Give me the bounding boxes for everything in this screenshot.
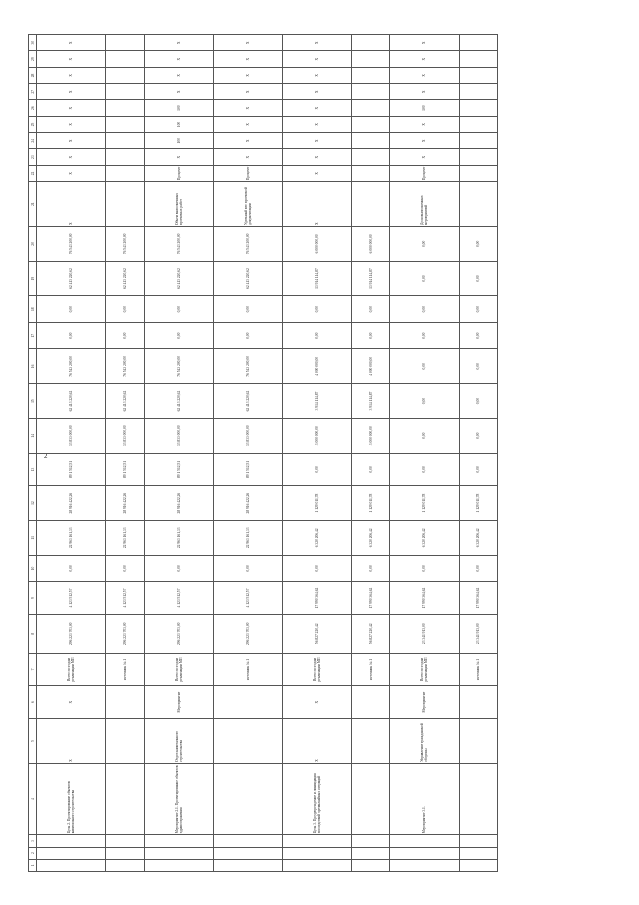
column-number-22: 22 — [29, 165, 37, 181]
column-number-7: 7 — [29, 653, 37, 686]
cell-col-2 — [106, 847, 144, 859]
cell-col-26 — [459, 100, 497, 116]
cell-col-18: 0,00 — [282, 296, 351, 323]
cell-col-11: 22 963 161,33 — [144, 520, 213, 555]
cell-col-1 — [351, 859, 389, 871]
cell-col-30: X — [282, 35, 351, 52]
cell-col-19: 13 914 114,87 — [282, 261, 351, 296]
cell-col-3 — [37, 835, 106, 847]
column-number-14: 14 — [29, 418, 37, 453]
table-row — [106, 35, 144, 872]
cell-col-12: 28 916 422,26 — [106, 486, 144, 521]
cell-col-21: X — [282, 182, 351, 227]
cell-col-29 — [351, 51, 389, 67]
cell-col-10: 0,00 — [390, 555, 459, 582]
cell-col-22: Процент — [144, 165, 213, 181]
cell-col-26: X — [37, 100, 106, 116]
cell-col-14: 33 833 000,00 — [213, 418, 282, 453]
cell-col-11: 6 320 206,42 — [459, 520, 497, 555]
cell-col-11: 6 320 206,42 — [351, 520, 389, 555]
cell-col-23: X — [37, 149, 106, 165]
column-number-20: 20 — [29, 227, 37, 262]
column-number-24: 24 — [29, 133, 37, 149]
cell-col-21: Доля выполненных мероприятий — [390, 182, 459, 227]
cell-col-6: Мероприятие — [390, 686, 459, 719]
cell-col-24: X — [282, 133, 351, 149]
cell-col-3 — [144, 835, 213, 847]
cell-col-1 — [37, 859, 106, 871]
column-number-6: 6 — [29, 686, 37, 719]
cell-col-6 — [459, 686, 497, 719]
cell-col-7: Всего по годам реализации МП — [282, 653, 351, 686]
cell-col-12: 28 916 422,26 — [213, 486, 282, 521]
cell-col-2 — [37, 847, 106, 859]
cell-col-22 — [351, 165, 389, 181]
cell-col-4: Цель 2. Проектирование объектов капитального строительства — [37, 763, 106, 834]
cell-col-27 — [351, 84, 389, 100]
cell-col-16: 76 543 200,00 — [213, 349, 282, 384]
cell-col-11: 22 963 161,33 — [37, 520, 106, 555]
cell-col-21 — [106, 182, 144, 227]
cell-col-17: 0,00 — [144, 322, 213, 349]
cell-col-2 — [390, 847, 459, 859]
cell-col-4: Мероприятие 3.1. — [390, 763, 459, 834]
cell-col-24: X — [37, 133, 106, 149]
cell-col-27 — [106, 84, 144, 100]
cell-col-5: X — [282, 718, 351, 763]
cell-col-3 — [459, 835, 497, 847]
cell-col-5: Отдел капитального строительства — [144, 718, 213, 763]
column-number-5: 5 — [29, 718, 37, 763]
cell-col-26: 100 — [144, 100, 213, 116]
cell-col-5: X — [37, 718, 106, 763]
cell-col-30 — [106, 35, 144, 52]
cell-col-19: 62 413 220,62 — [37, 261, 106, 296]
cell-col-11: 22 963 161,33 — [213, 520, 282, 555]
cell-col-23 — [459, 149, 497, 165]
cell-col-28: X — [213, 67, 282, 83]
cell-col-18: 0,00 — [144, 296, 213, 323]
cell-col-3 — [106, 835, 144, 847]
cell-col-19: 62 413 220,62 — [213, 261, 282, 296]
cell-col-12: 28 916 422,26 — [144, 486, 213, 521]
cell-col-22 — [459, 165, 497, 181]
column-number-row — [29, 35, 37, 872]
cell-col-25: X — [282, 116, 351, 132]
cell-col-26 — [106, 100, 144, 116]
cell-col-27: X — [390, 84, 459, 100]
cell-col-29 — [106, 51, 144, 67]
column-number-10: 10 — [29, 555, 37, 582]
cell-col-19: 0,00 — [459, 261, 497, 296]
cell-col-8: 296 223 703,00 — [144, 614, 213, 653]
cell-col-30: X — [390, 35, 459, 52]
cell-col-26 — [351, 100, 389, 116]
table-row — [459, 35, 497, 872]
cell-col-26: X — [213, 100, 282, 116]
cell-col-3 — [390, 835, 459, 847]
cell-col-8: 56 827 220,42 — [282, 614, 351, 653]
cell-col-30 — [459, 35, 497, 52]
column-number-23: 23 — [29, 149, 37, 165]
cell-col-21: Удельный вес проектной документации — [213, 182, 282, 227]
cell-col-8: 23 341 913,00 — [390, 614, 459, 653]
cell-col-15: 3 914 114,87 — [282, 384, 351, 419]
column-number-16: 16 — [29, 349, 37, 384]
cell-col-13: 0,00 — [282, 453, 351, 486]
table-row — [351, 35, 389, 872]
cell-col-19: 0,00 — [390, 261, 459, 296]
cell-col-28 — [351, 67, 389, 83]
cell-col-13: 89 1 512,51 — [37, 453, 106, 486]
cell-col-22: X — [37, 165, 106, 181]
cell-col-10: 0,00 — [282, 555, 351, 582]
column-number-27: 27 — [29, 84, 37, 100]
cell-col-28 — [459, 67, 497, 83]
cell-col-14: 33 833 000,00 — [144, 418, 213, 453]
cell-col-1 — [106, 859, 144, 871]
column-number-3: 3 — [29, 835, 37, 847]
cell-col-13: 0,00 — [351, 453, 389, 486]
cell-col-29: X — [390, 51, 459, 67]
cell-col-24: X — [213, 133, 282, 149]
cell-col-2 — [213, 847, 282, 859]
column-number-25: 25 — [29, 116, 37, 132]
cell-col-2 — [351, 847, 389, 859]
cell-col-18: 0,00 — [459, 296, 497, 323]
column-number-15: 15 — [29, 384, 37, 419]
cell-col-4 — [213, 763, 282, 834]
cell-col-17: 0,00 — [390, 322, 459, 349]
cell-col-16: 0,00 — [459, 349, 497, 384]
cell-col-19: 13 914 114,87 — [351, 261, 389, 296]
cell-col-4 — [459, 763, 497, 834]
cell-col-14: 0,00 — [459, 418, 497, 453]
table-row — [213, 35, 282, 872]
column-number-29: 29 — [29, 51, 37, 67]
cell-col-7: Всего по годам реализации МП — [390, 653, 459, 686]
column-number-4: 4 — [29, 763, 37, 834]
cell-col-6: X — [37, 686, 106, 719]
cell-col-23: X — [144, 149, 213, 165]
cell-col-13: 89 1 512,51 — [144, 453, 213, 486]
table-row — [144, 35, 213, 872]
cell-col-18: 0,00 — [106, 296, 144, 323]
cell-col-7: источник № 1 — [106, 653, 144, 686]
cell-col-13: 0,00 — [459, 453, 497, 486]
cell-col-17: 0,00 — [106, 322, 144, 349]
cell-col-28: X — [282, 67, 351, 83]
cell-col-17: 0,00 — [351, 322, 389, 349]
cell-col-14: 33 833 000,00 — [37, 418, 106, 453]
cell-col-4: Цель 3. Предупреждение и ликвидация последствий чрезвычайных ситуаций — [282, 763, 351, 834]
cell-col-28: X — [390, 67, 459, 83]
cell-col-26: X — [282, 100, 351, 116]
cell-col-9: 17 990 364,62 — [459, 582, 497, 615]
cell-col-5 — [459, 718, 497, 763]
cell-col-20: 76 543 200,00 — [213, 227, 282, 262]
cell-col-4 — [106, 763, 144, 834]
cell-col-17: 0,00 — [282, 322, 351, 349]
cell-col-6 — [106, 686, 144, 719]
cell-col-2 — [459, 847, 497, 859]
cell-col-20: 76 543 200,00 — [106, 227, 144, 262]
cell-col-8: 296 223 703,00 — [213, 614, 282, 653]
cell-col-20: 76 543 200,00 — [37, 227, 106, 262]
cell-col-24: 100 — [144, 133, 213, 149]
cell-col-30: X — [213, 35, 282, 52]
cell-col-14: 0,00 — [390, 418, 459, 453]
cell-col-28: X — [144, 67, 213, 83]
cell-col-11: 6 320 206,42 — [282, 520, 351, 555]
cell-col-30: X — [37, 35, 106, 52]
cell-col-18: 0,00 — [351, 296, 389, 323]
cell-col-23 — [106, 149, 144, 165]
cell-col-16: 76 543 200,00 — [144, 349, 213, 384]
cell-col-21: X — [37, 182, 106, 227]
cell-col-9: 4 123 512,57 — [37, 582, 106, 615]
cell-col-22: Процент — [390, 165, 459, 181]
cell-col-12: 1 129 011,78 — [459, 486, 497, 521]
cell-col-29: X — [282, 51, 351, 67]
cell-col-12: 1 129 011,78 — [390, 486, 459, 521]
cell-col-14: 3 000 000,00 — [351, 418, 389, 453]
cell-col-12: 28 916 422,26 — [37, 486, 106, 521]
cell-col-24: X — [390, 133, 459, 149]
cell-col-12: 1 129 011,78 — [282, 486, 351, 521]
cell-col-5 — [106, 718, 144, 763]
cell-col-27 — [459, 84, 497, 100]
cell-col-10: 0,00 — [106, 555, 144, 582]
cell-col-15: 62 413 220,62 — [106, 384, 144, 419]
cell-col-24 — [351, 133, 389, 149]
cell-col-7: источник № 1 — [459, 653, 497, 686]
rotated-table-wrapper — [28, 34, 498, 872]
cell-col-17: 0,00 — [213, 322, 282, 349]
cell-col-3 — [282, 835, 351, 847]
cell-col-16: 4 000 000,00 — [282, 349, 351, 384]
cell-col-15: 3 914 114,87 — [351, 384, 389, 419]
column-number-1: 1 — [29, 859, 37, 871]
cell-col-25 — [351, 116, 389, 132]
cell-col-24 — [106, 133, 144, 149]
cell-col-15: 0,00 — [390, 384, 459, 419]
table-row — [390, 35, 459, 872]
page-number: 2 — [44, 452, 48, 460]
cell-col-15: 0,00 — [459, 384, 497, 419]
cell-col-3 — [213, 835, 282, 847]
cell-col-25: 100 — [144, 116, 213, 132]
cell-col-5 — [351, 718, 389, 763]
cell-col-29: X — [144, 51, 213, 67]
cell-col-22: Процент — [213, 165, 282, 181]
cell-col-20: 76 543 200,00 — [144, 227, 213, 262]
cell-col-6: Мероприятие — [144, 686, 213, 719]
cell-col-7: источник № 1 — [213, 653, 282, 686]
cell-col-1 — [459, 859, 497, 871]
cell-col-18: 0,00 — [390, 296, 459, 323]
cell-col-8: 296 223 703,00 — [106, 614, 144, 653]
cell-col-1 — [144, 859, 213, 871]
column-number-11: 11 — [29, 520, 37, 555]
cell-col-12: 1 129 011,78 — [351, 486, 389, 521]
cell-col-25: X — [37, 116, 106, 132]
cell-col-9: 4 123 512,57 — [213, 582, 282, 615]
column-number-17: 17 — [29, 322, 37, 349]
cell-col-21 — [459, 182, 497, 227]
cell-col-23: X — [213, 149, 282, 165]
cell-col-15: 62 413 220,62 — [213, 384, 282, 419]
cell-col-20: 0,00 — [390, 227, 459, 262]
column-number-19: 19 — [29, 261, 37, 296]
column-number-2: 2 — [29, 847, 37, 859]
cell-col-2 — [144, 847, 213, 859]
cell-col-22: X — [282, 165, 351, 181]
cell-col-3 — [351, 835, 389, 847]
cell-col-9: 17 990 364,62 — [351, 582, 389, 615]
column-number-21: 21 — [29, 182, 37, 227]
cell-col-7: источник № 1 — [351, 653, 389, 686]
cell-col-13: 89 1 512,51 — [106, 453, 144, 486]
cell-col-28 — [106, 67, 144, 83]
cell-col-13: 0,00 — [390, 453, 459, 486]
cell-col-18: 0,00 — [213, 296, 282, 323]
column-number-13: 13 — [29, 453, 37, 486]
column-number-8: 8 — [29, 614, 37, 653]
table-body — [37, 35, 498, 872]
cell-col-25 — [106, 116, 144, 132]
cell-col-6: X — [282, 686, 351, 719]
cell-col-4: Мероприятие 2.1. Проектирование объектов здравоохранения — [144, 763, 213, 834]
cell-col-9: 17 990 364,62 — [390, 582, 459, 615]
cell-col-23: X — [390, 149, 459, 165]
cell-col-8: 56 827 220,42 — [351, 614, 389, 653]
cell-col-6 — [213, 686, 282, 719]
table-row — [282, 35, 351, 872]
cell-col-16: 0,00 — [390, 349, 459, 384]
cell-col-25: X — [390, 116, 459, 132]
budget-table — [28, 34, 498, 872]
cell-col-10: 0,00 — [37, 555, 106, 582]
column-number-9: 9 — [29, 582, 37, 615]
cell-col-13: 89 1 512,51 — [213, 453, 282, 486]
cell-col-19: 62 413 220,62 — [144, 261, 213, 296]
cell-col-11: 6 320 206,42 — [390, 520, 459, 555]
cell-col-4 — [351, 763, 389, 834]
table-row — [37, 35, 106, 872]
cell-col-29: X — [37, 51, 106, 67]
cell-col-1 — [213, 859, 282, 871]
column-number-30: 30 — [29, 35, 37, 52]
cell-col-9: 4 123 512,57 — [106, 582, 144, 615]
cell-col-1 — [390, 859, 459, 871]
cell-col-7: Всего по годам реализации МП — [144, 653, 213, 686]
cell-col-10: 0,00 — [144, 555, 213, 582]
cell-col-20: 6 000 000,00 — [351, 227, 389, 262]
cell-col-10: 0,00 — [351, 555, 389, 582]
cell-col-18: 0,00 — [37, 296, 106, 323]
cell-col-6 — [351, 686, 389, 719]
column-number-26: 26 — [29, 100, 37, 116]
cell-col-10: 0,00 — [459, 555, 497, 582]
cell-col-21: Объем выполненных проектных работ — [144, 182, 213, 227]
cell-col-14: 33 833 000,00 — [106, 418, 144, 453]
cell-col-27: X — [37, 84, 106, 100]
cell-col-8: 296 223 703,00 — [37, 614, 106, 653]
cell-col-15: 62 413 220,62 — [37, 384, 106, 419]
cell-col-5: Управление гражданской обороны — [390, 718, 459, 763]
cell-col-17: 0,00 — [37, 322, 106, 349]
cell-col-25: X — [213, 116, 282, 132]
column-number-12: 12 — [29, 486, 37, 521]
cell-col-9: 4 123 512,57 — [144, 582, 213, 615]
cell-col-23: X — [282, 149, 351, 165]
cell-col-8: 23 341 913,00 — [459, 614, 497, 653]
cell-col-19: 62 413 220,62 — [106, 261, 144, 296]
cell-col-26: 100 — [390, 100, 459, 116]
cell-col-29 — [459, 51, 497, 67]
cell-col-25 — [459, 116, 497, 132]
cell-col-15: 62 413 220,62 — [144, 384, 213, 419]
cell-col-24 — [459, 133, 497, 149]
cell-col-27: X — [144, 84, 213, 100]
cell-col-7: Всего по годам реализации МП — [37, 653, 106, 686]
cell-col-21 — [351, 182, 389, 227]
cell-col-11: 22 963 161,33 — [106, 520, 144, 555]
cell-col-29: X — [213, 51, 282, 67]
column-number-28: 28 — [29, 67, 37, 83]
cell-col-5 — [213, 718, 282, 763]
cell-col-2 — [282, 847, 351, 859]
cell-col-16: 4 000 000,00 — [351, 349, 389, 384]
cell-col-10: 0,00 — [213, 555, 282, 582]
cell-col-27: X — [213, 84, 282, 100]
cell-col-20: 0,00 — [459, 227, 497, 262]
cell-col-14: 3 000 000,00 — [282, 418, 351, 453]
cell-col-16: 76 543 200,00 — [106, 349, 144, 384]
cell-col-16: 76 543 200,00 — [37, 349, 106, 384]
cell-col-1 — [282, 859, 351, 871]
cell-col-30 — [351, 35, 389, 52]
cell-col-27: X — [282, 84, 351, 100]
cell-col-9: 17 990 364,62 — [282, 582, 351, 615]
cell-col-22 — [106, 165, 144, 181]
cell-col-28: X — [37, 67, 106, 83]
cell-col-17: 0,00 — [459, 322, 497, 349]
cell-col-23 — [351, 149, 389, 165]
cell-col-30: X — [144, 35, 213, 52]
column-number-18: 18 — [29, 296, 37, 323]
cell-col-20: 6 000 000,00 — [282, 227, 351, 262]
